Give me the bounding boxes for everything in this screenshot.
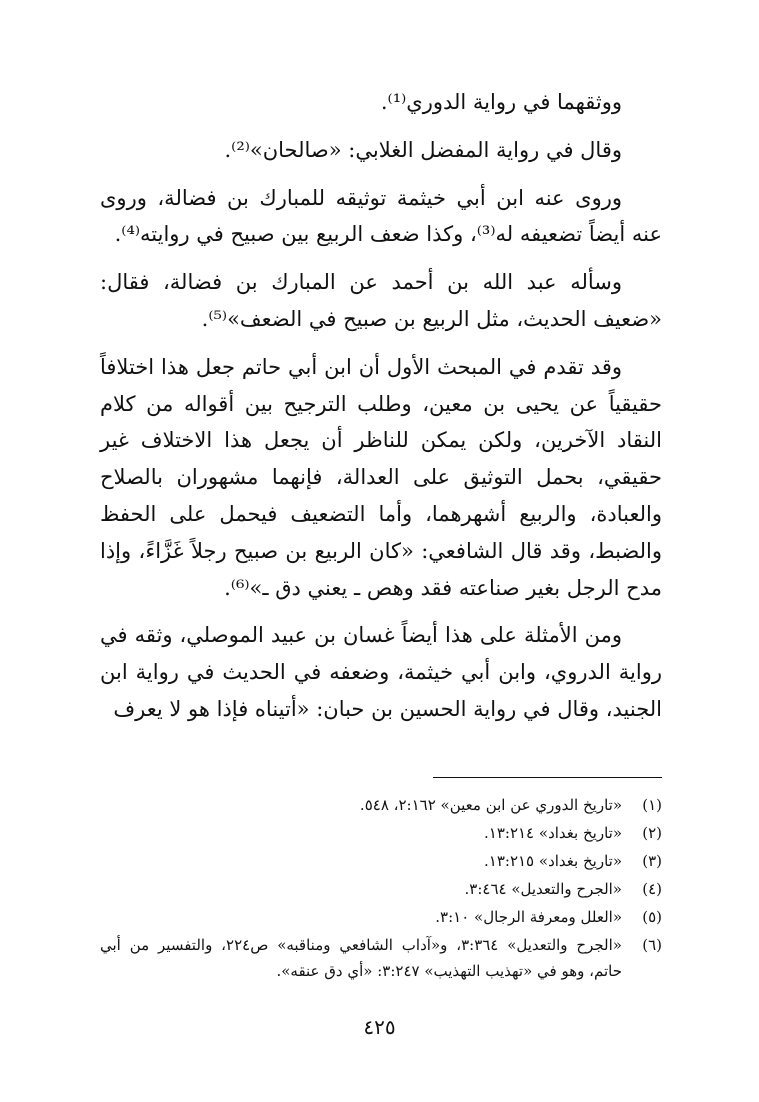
footnote-item — [100, 876, 662, 902]
footnote-item — [100, 792, 662, 818]
body-text — [100, 84, 662, 739]
footnote-number: (٥) — [642, 908, 662, 926]
page-number: ٤٢٥ — [363, 1015, 396, 1039]
footnote-text: «تاريخ الدوري عن ابن معين» ٢:١٦٢، ٥٤٨. — [359, 796, 622, 814]
footnote-text: «الجرح والتعديل» ٣:٤٦٤. — [464, 880, 622, 898]
footnote-text: «تاريخ بغداد» ١٣:٢١٥. — [484, 852, 622, 870]
footnote-text: «الجرح والتعديل» ٣:٣٦٤، و«آداب الشافعي ومناقبه» ص٢٢٤، والتفسير من أبي حاتم، وهو في «تهذيب التهذيب» ٣:٢٤٧: «أي دق عنقه». — [100, 936, 622, 980]
footnote-text: «العلل ومعرفة الرجال» ٣:١٠. — [435, 908, 622, 926]
paragraph-6: ومن الأمثلة على هذا أيضاً غسان بن عبيد الموصلي، وثقه في رواية الدروي، وابن أبي خيثمة، وضعفه في الحديث في رواية ابن الجنيد، وقال في رواية الحسين بن حبان: «أتيناه فإذا هو لا يعرف — [100, 623, 662, 721]
footnote-number: (١) — [642, 796, 662, 814]
paragraph-1: ووثقهما في رواية الدوري⁽¹⁾. — [380, 90, 622, 114]
footnote-item — [100, 848, 662, 874]
footnote-number: (٣) — [642, 852, 662, 870]
footnote-number: (٦) — [642, 936, 662, 954]
footnote-item — [100, 820, 662, 846]
paragraph-5: وقد تقدم في المبحث الأول أن ابن أبي حاتم جعل هذا اختلافاً حقيقياً عن يحيى بن معين، وطلب الترجيح بين أقواله من كلام النقاد الآخرين، ولكن يمكن للناظر أن يجعل هذا الاختلاف غير حقيقي، بحمل التوثيق على العدالة، فإنهما مشهوران بالصلاح والعبادة، والربيع أشهرهما، وأما التضعيف فيحمل على الحفظ والضبط، وقد قال الشافعي: «كان الربيع بن صبيح رجلاً غَزَّاءً، وإذا مدح الرجل بغير صناعته فقد وهص ـ يعني دق ـ»⁽⁶⁾. — [100, 354, 662, 600]
footnote-number: (٤) — [642, 880, 662, 898]
paragraph-2: وقال في رواية المفضل الغلابي: «صالحان»⁽²⁾. — [224, 137, 622, 162]
footnote-text: «تاريخ بغداد» ١٣:٢١٤. — [484, 824, 622, 842]
paragraph-4: وسأله عبد الله بن أحمد عن المبارك بن فضالة، فقال: «ضعيف الحديث، مثل الربيع بن صبيح في الضعف»⁽⁵⁾. — [100, 270, 662, 331]
footnote-divider — [433, 777, 662, 778]
paragraph-3: وروى عنه ابن أبي خيثمة توثيقه للمبارك بن فضالة، وروى عنه أيضاً تضعيفه له⁽³⁾، وكذا ضعف الربيع بين صبيح في روايته⁽⁴⁾. — [100, 185, 662, 247]
footnotes — [100, 792, 662, 986]
footnote-item — [100, 932, 662, 984]
footnote-number: (٢) — [642, 824, 662, 842]
footnote-item — [100, 904, 662, 930]
